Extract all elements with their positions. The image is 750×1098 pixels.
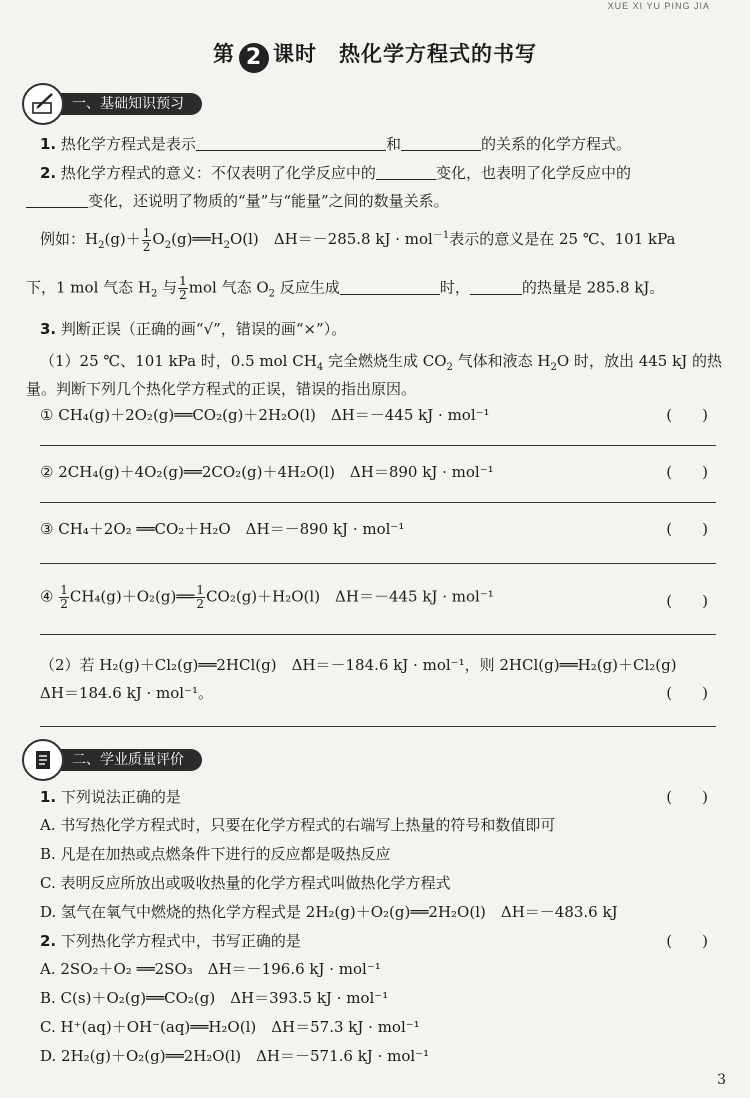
answer-line	[40, 634, 716, 635]
answer-blank[interactable]	[376, 165, 436, 180]
example-line-1: 例如：$H_2(g)+$ $\frac{1}{2}$ $O_2(g)══H_2O(l)$ ΔH＝－285.8 kJ · mol$^{-1}$表示的意义是在 25 ℃、101 kPa	[40, 225, 676, 254]
page-title	[0, 38, 750, 73]
mc-option-a: A. 书写热化学方程式时，只要在化学方程式的右端写上热量的符号和数值即可	[40, 816, 556, 834]
ex-text: 的热量是 285.8 kJ。	[521, 278, 665, 297]
fraction-num: 1	[196, 583, 205, 597]
q2-text-a: 热化学方程式的意义：不仅表明了化学反应中的	[60, 164, 376, 182]
example-line-2: 下，1 mol 气态 $H_2$ 与 $\frac{1}{2}$ mol 气态 $O_2$ 反应生成 时， 的热量是 285.8 kJ。	[26, 274, 665, 302]
q-num: 2.	[40, 164, 57, 182]
question-3	[40, 318, 716, 339]
equation-text: CO₂(g)＋H₂O(l) ΔH＝－445 kJ · mol⁻¹	[206, 587, 494, 606]
q1-text-a: 热化学方程式是表示	[60, 135, 196, 153]
notebook-icon	[22, 739, 64, 781]
ex-sup: －1	[432, 230, 450, 241]
question-3-1-cont	[26, 378, 716, 399]
q1-text-c: 的关系的化学方程式。	[480, 135, 631, 153]
mc-question-text: 下列热化学方程式中，书写正确的是	[60, 932, 301, 950]
equation-1	[40, 404, 716, 425]
mc-question-2	[40, 930, 716, 951]
mc-option-a: A. 2SO₂＋O₂ ══2SO₃ ΔH＝－196.6 kJ · mol⁻¹	[40, 960, 381, 978]
answer-blank[interactable]	[401, 136, 481, 151]
q-num: 1.	[40, 788, 57, 806]
mc-question-1	[40, 786, 716, 807]
question-2-cont	[26, 190, 716, 211]
ex-text: 例如：H	[40, 230, 99, 248]
answer-paren[interactable]: ( )	[666, 932, 708, 950]
ex-text: (g)＋	[104, 230, 141, 248]
answer-paren[interactable]: ( )	[666, 463, 708, 481]
q2-text-c: 变化，还说明了物质的“量”与“能量”之间的数量关系。	[88, 192, 449, 210]
q3-2-text: （2）若 H₂(g)＋Cl₂(g)══2HCl(g) ΔH＝－184.6 kJ · mol⁻¹，则 2HCl(g)══H₂(g)＋Cl₂(g)	[40, 656, 677, 674]
equation-text: ④	[40, 587, 59, 606]
fraction-den: 2	[196, 597, 205, 611]
ex-text: O(l) ΔH＝－285.8 kJ · mol	[229, 230, 433, 248]
answer-paren[interactable]: ( )	[666, 592, 708, 610]
page-number: 3	[717, 1072, 726, 1088]
ex-text: 时，	[439, 278, 470, 297]
mc-option-d: D. 氢气在氧气中燃烧的热化学方程式是 2H₂(g)＋O₂(g)══2H₂O(l) ΔH＝－483.6 kJ	[40, 903, 618, 921]
q-num: 2.	[40, 932, 57, 950]
question-3-2-cont	[40, 682, 716, 703]
fraction	[142, 227, 152, 254]
equation-2	[40, 461, 716, 482]
answer-paren[interactable]: ( )	[666, 520, 708, 538]
answer-paren[interactable]: ( )	[666, 788, 708, 806]
mc-option-c: C. 表明反应所放出或吸收热量的化学方程式叫做热化学方程式	[40, 874, 451, 892]
question-3-2	[40, 654, 716, 675]
title-prefix: 第	[213, 42, 235, 66]
fraction	[178, 275, 188, 302]
q3-1-text: （1）25 ℃、101 kPa 时，0.5 mol CH	[40, 352, 317, 370]
answer-blank[interactable]	[196, 136, 386, 151]
mc-option-b: B. C(s)＋O₂(g)══CO₂(g) ΔH＝393.5 kJ · mol⁻¹	[40, 989, 389, 1007]
equation-text: ② 2CH₄(g)＋4O₂(g)══2CO₂(g)＋4H₂O(l) ΔH＝890 kJ · mol⁻¹	[40, 463, 494, 481]
q2-text-b: 变化，也表明了化学反应中的	[435, 164, 631, 182]
equation-4	[40, 584, 716, 611]
header-pinyin: XUE XI YU PING JIA	[607, 1, 710, 11]
question-3-1: （1）25 ℃、101 kPa 时，0.5 mol $CH_4$ 完全燃烧生成 $CO_2$ 气体和液态 $H_2O$ 时，放出 445 kJ 的热	[40, 352, 722, 373]
fraction-num: 1	[179, 274, 187, 288]
ex-text: 与	[157, 278, 178, 297]
title-suffix: 课时 热化学方程式的书写	[273, 42, 537, 66]
mc-option-b: B. 凡是在加热或点燃条件下进行的反应都是吸热反应	[40, 845, 391, 863]
q3-1-text: 气体和液态 H	[452, 352, 551, 370]
ex-text: 反应生成	[275, 278, 340, 297]
q-num: 3.	[40, 320, 57, 338]
answer-blank[interactable]	[26, 193, 88, 208]
question-1	[40, 133, 716, 154]
header-strip	[550, 0, 750, 14]
section-header-preview	[22, 92, 202, 116]
q3-2-text: ΔH＝184.6 kJ · mol⁻¹。	[40, 684, 214, 702]
equation-3	[40, 518, 716, 539]
q3-1-text: 完全燃烧生成 CO	[323, 352, 447, 370]
answer-paren[interactable]: ( )	[666, 406, 708, 424]
fraction-num: 1	[60, 583, 68, 597]
equation-text: ③ CH₄＋2O₂ ══CO₂＋H₂O ΔH＝－890 kJ · mol⁻¹	[40, 520, 405, 538]
mc-option-c: C. H⁺(aq)＋OH⁻(aq)══H₂O(l) ΔH＝57.3 kJ · mol⁻¹	[40, 1018, 420, 1036]
q3-text: 判断正误（正确的画“√”，错误的画“×”）。	[60, 320, 347, 338]
fraction	[195, 584, 205, 611]
answer-blank[interactable]	[340, 280, 440, 295]
q1-text-b: 和	[385, 135, 401, 153]
equation-text: ① CH₄(g)＋2O₂(g)══CO₂(g)＋2H₂O(l) ΔH＝－445 kJ · mol⁻¹	[40, 406, 490, 424]
answer-line	[40, 502, 716, 503]
fraction-num: 1	[142, 225, 151, 240]
answer-line	[40, 726, 716, 727]
ex-text: 表示的意义是在 25 ℃、101 kPa	[449, 230, 676, 248]
fraction-den: 2	[179, 288, 187, 302]
pencil-book-icon	[22, 83, 64, 125]
answer-line	[40, 445, 716, 446]
q3-1-text: O 时，放出 445 kJ 的热	[556, 352, 722, 370]
lesson-number: 2	[239, 43, 269, 73]
fraction-den: 2	[142, 239, 151, 254]
mc-option-d: D. 2H₂(g)＋O₂(g)══2H₂O(l) ΔH＝－571.6 kJ · mol⁻¹	[40, 1047, 430, 1065]
question-2	[40, 162, 716, 183]
fraction-den: 2	[60, 597, 68, 611]
ex-text: mol 气态 O	[188, 278, 269, 297]
q3-1-text: 量。判断下列几个热化学方程式的正误，错误的指出原因。	[26, 380, 417, 398]
answer-line	[40, 563, 716, 564]
section-header-evaluation	[22, 748, 202, 772]
ex-text: 下，1 mol 气态 H	[26, 278, 151, 297]
section-label: 一、基础知识预习	[54, 93, 202, 115]
answer-paren[interactable]: ( )	[666, 684, 708, 702]
equation-text: CH₄(g)＋O₂(g)══	[69, 587, 195, 606]
fraction	[59, 584, 69, 611]
ex-text: (g)══H	[171, 230, 224, 248]
q-num: 1.	[40, 135, 57, 153]
section-label: 二、学业质量评价	[54, 749, 202, 771]
mc-question-text: 下列说法正确的是	[60, 788, 181, 806]
ex-text: O	[152, 230, 165, 248]
answer-blank[interactable]	[470, 280, 522, 295]
